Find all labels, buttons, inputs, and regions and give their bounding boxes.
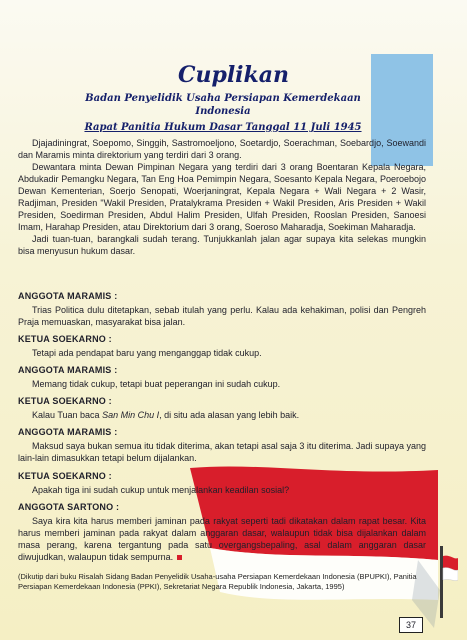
dialogue-entry bbox=[18, 364, 426, 390]
speech-text: Trias Politica dulu ditetapkan, sebab itulah yang perlu. Kalau ada kehakiman, polisi dan Pengreh Praja memuaskan, masyarakat bisa jalan. bbox=[18, 305, 426, 327]
intro-text bbox=[18, 137, 426, 257]
speech-text bbox=[18, 409, 426, 421]
speech-text: Tetapi ada pendapat baru yang menganggap tidak cukup. bbox=[32, 348, 262, 358]
speaker-label: KETUA SOEKARNO : bbox=[18, 471, 112, 481]
subtitle bbox=[28, 92, 418, 118]
dialogue-entry bbox=[18, 290, 426, 328]
intro-paragraph: Dewantara minta Dewan Pimpinan Negara yang terdiri dari 3 orang Boentaran Kepala Negara, Abdukadir Pemangku Negara, Tan Eng Hoa Pemimpin Negara, Soesanto Kepala Negara, Poeroebojo Dewan Kementerian, Soerjo Senopati, Woerjaningrat, Kepala Negara + Wali Negara + 2 Wasir, Radjiman, Presiden "Wakil Presiden, Pratalykrama Presiden + Wakil Presiden, Aris Presiden + Wakil Presiden, Soedirman Presiden, Abdul Halim Presiden, Ulfah Presiden, Rooslan Presiden, Sanoesi Imam, Harahap Presiden, atau Direktorium dari 3 orang, Soeroso Maharadja, Soekiman Maharadja. bbox=[18, 162, 426, 232]
speaker-label: ANGGOTA SARTONO : bbox=[18, 502, 120, 512]
dialogue-entry bbox=[18, 395, 426, 421]
book-title: San Min Chu I bbox=[102, 410, 160, 420]
dialogue-entry bbox=[18, 333, 426, 359]
speaker-label: KETUA SOEKARNO : bbox=[18, 396, 112, 406]
meeting-heading: Rapat Panitia Hukum Dasar Tanggal 11 Juli 1945 bbox=[84, 122, 362, 133]
source-citation: (Dikutip dari buku Risalah Sidang Badan Penyelidik Usaha-usaha Persiapan Kemerdekaan Indonesia (BPUPKI), Panitia Persiapan Kemerdekaan Indonesia (PPKI), Sekretariat Negara Republik Indonesia, Jakarta, 1995) bbox=[18, 572, 417, 591]
intro-paragraph: Jadi tuan-tuan, barangkali sudah terang. Tunjukkanlah jalan agar supaya kita selekas mungkin bisa menyusun hukum dasar. bbox=[18, 234, 426, 256]
speaker-label: ANGGOTA MARAMIS : bbox=[18, 365, 118, 375]
dialogue-entry bbox=[18, 470, 426, 496]
speech-text-part: Saya kira kita harus memberi jaminan pada rakyat seperti tadi dikatakan dalam rapat besar. Kita harus memberi jaminan pada rakyat dalam anggaran dasar, walaupun tidak bisa dijalankan dalam masa perang, karena tergantung pada satu overgangsbepaling, asal dalam anggaran dasar diwujudkan, walaupun tidak sempurna. bbox=[18, 516, 426, 562]
subtitle-line-2: Indonesia bbox=[195, 106, 251, 117]
intro-paragraph: Djajadiningrat, Soepomo, Singgih, Sastromoeljono, Soetardjo, Soerachman, Soebardjo, Soewandi dan Maramis minta direktorium yang terdiri dari 3 orang. bbox=[18, 138, 426, 160]
speaker-label: ANGGOTA MARAMIS : bbox=[18, 427, 118, 437]
speech-text-part: , di situ ada alasan yang lebih baik. bbox=[159, 410, 300, 420]
subtitle-line-1: Badan Penyelidik Usaha Persiapan Kemerdekaan bbox=[85, 93, 361, 104]
speech-text: Memang tidak cukup, tetapi buat peperangan ini sudah cukup. bbox=[32, 379, 281, 389]
speech-text: Apakah tiga ini sudah cukup untuk menjalankan keadilan sosial? bbox=[32, 485, 290, 495]
small-flag-icon bbox=[428, 546, 458, 618]
page-number: 37 bbox=[399, 617, 423, 633]
page-title: Cuplikan bbox=[177, 62, 290, 88]
dialogue-entry bbox=[18, 426, 426, 464]
speech-text-part: Kalau Tuan baca bbox=[32, 410, 103, 420]
speech-text bbox=[18, 515, 426, 563]
dialogue-entry bbox=[18, 501, 426, 563]
speech-text: Maksud saya bukan semua itu tidak diterima, akan tetapi asal saja 3 itu diterima. Jadi supaya yang lain-lain dimasukkan tetapi belum dijalankan. bbox=[18, 441, 426, 463]
end-mark-icon bbox=[177, 555, 182, 560]
speaker-label: KETUA SOEKARNO : bbox=[18, 334, 112, 344]
speaker-label: ANGGOTA MARAMIS : bbox=[18, 291, 118, 301]
